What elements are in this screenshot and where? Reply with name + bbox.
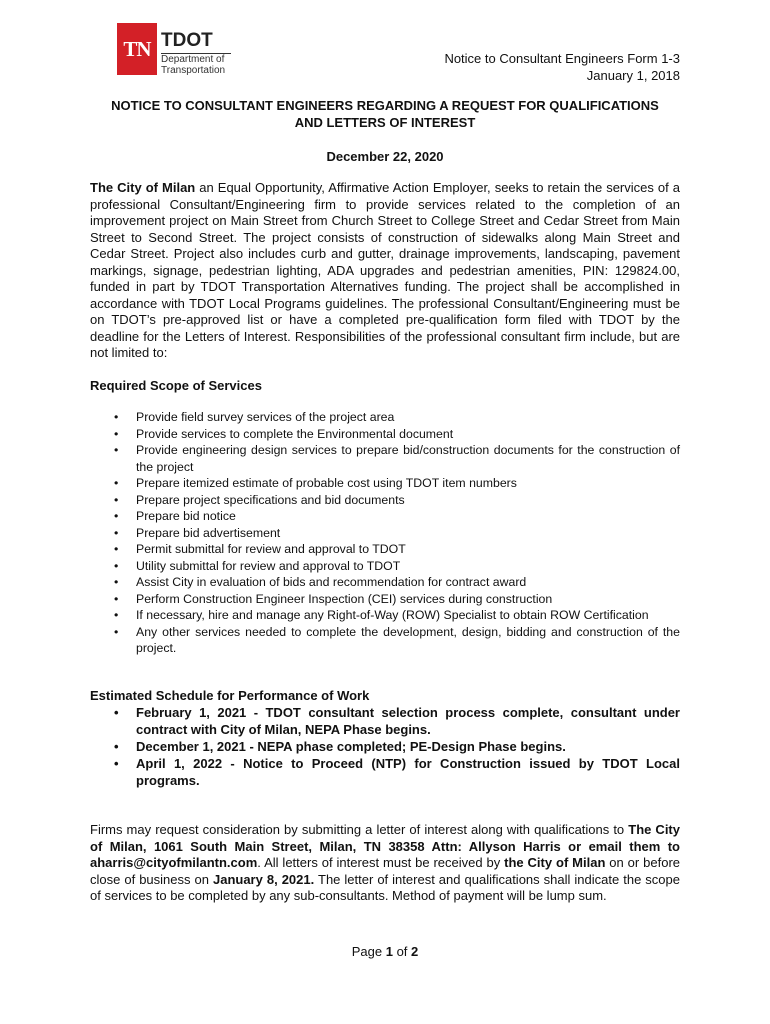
- logo-subtitle-line1: Department of: [161, 54, 225, 65]
- bullet-icon: •: [114, 705, 119, 720]
- form-identifier: [444, 50, 680, 84]
- closing-part1: Firms may request consideration by submitting a letter of interest along with qualifications to: [90, 822, 629, 837]
- page-label: Page: [351, 944, 386, 959]
- bullet-icon: •: [114, 476, 119, 490]
- scope-item-text: If necessary, hire and manage any Right-of-Way (ROW) Specialist to obtain ROW Certification: [136, 608, 649, 622]
- scope-item-text: Any other services needed to complete the development, design, bidding and construction of the project.: [136, 624, 680, 655]
- schedule-item: [90, 738, 680, 755]
- form-name: Notice to Consultant Engineers Form 1-3: [444, 51, 680, 66]
- form-date: January 1, 2018: [586, 68, 680, 83]
- closing-deadline: January 8, 2021.: [212, 871, 315, 887]
- schedule-item: [90, 704, 680, 738]
- bullet-icon: •: [114, 492, 119, 507]
- bullet-icon: •: [114, 443, 119, 457]
- scope-item: [90, 591, 680, 608]
- schedule-heading: Estimated Schedule for Performance of Work: [90, 688, 370, 703]
- scope-item: [90, 574, 680, 591]
- bullet-icon: •: [114, 575, 119, 589]
- scope-item: [90, 541, 680, 558]
- scope-item: [90, 525, 680, 542]
- bullet-icon: •: [114, 509, 119, 523]
- closing-part3: . All letters of interest must be received by: [257, 855, 505, 870]
- closing-paragraph: [90, 822, 680, 905]
- bullet-icon: •: [114, 426, 119, 441]
- document-date: December 22, 2020: [326, 149, 444, 164]
- intro-body: an Equal Opportunity, Affirmative Action Employer, seeks to retain the services of a professional Consultant/Engineering firm to provide services related to the completion of an improvement project on Main Street from Church Street to College Street and Cedar Street from Main Street to Second Street. The project consists of construction of sidewalks along Main Street and Cedar Street. Project also includes curb and gutter, drainage improvements, landscaping, pavement markings, signage, pedestrian lighting, ADA upgrades and pedestrian amenities, PIN: 129824.00, funded in part by TDOT Transportation Alternatives funding. The project shall be accomplished in accordance with TDOT Local Programs guidelines. The professional Consultant/Engineering must be on TDOT’s pre-approved list or have a completed pre-qualification form filed with TDOT by the deadline for the Letters of Interest. Responsibilities of the professional consultant firm include, but are not limited to:: [90, 180, 681, 360]
- bullet-icon: •: [114, 739, 119, 754]
- document-title-line2: AND LETTERS OF INTEREST: [294, 115, 476, 130]
- page-total: 2: [411, 944, 419, 959]
- scope-item-text: Provide engineering design services to prepare bid/construction documents for the construction of the project: [136, 443, 680, 474]
- scope-item-text: Prepare project specifications and bid documents: [136, 492, 405, 507]
- logo-subtitle-line2: Transportation: [161, 65, 226, 76]
- scope-item: [90, 442, 680, 475]
- scope-item: [90, 508, 680, 525]
- bullet-icon: •: [114, 558, 119, 573]
- page-footer: [90, 944, 680, 959]
- schedule-item: [90, 755, 680, 789]
- scope-heading: Required Scope of Services: [90, 378, 262, 393]
- schedule-item-text: February 1, 2021 - TDOT consultant selection process complete, consultant under contract with City of Milan, NEPA Phase begins.: [136, 705, 680, 737]
- scope-item: [90, 558, 680, 575]
- schedule-item-text: December 1, 2021 - NEPA phase completed; PE-Design Phase begins.: [136, 739, 566, 754]
- scope-item-text: Prepare bid notice: [136, 509, 236, 523]
- closing-part7: The letter of interest and qualifications shall indicate the scope of services to be completed by any sub-consultants. Method of payment will be lump sum.: [90, 871, 680, 903]
- closing-address: The City of Milan, 1061 South Main Street, Milan, TN 38358 Attn: Allyson Harris or email them to aharris@cityofmilantn.com: [90, 822, 680, 870]
- bullet-icon: •: [114, 591, 119, 606]
- scope-item: [90, 492, 680, 509]
- scope-list: [90, 409, 680, 657]
- scope-item: [90, 475, 680, 492]
- scope-item-text: Provide field survey services of the project area: [136, 410, 395, 424]
- scope-item: [90, 426, 680, 443]
- bullet-icon: •: [114, 410, 119, 424]
- tdot-logo: [117, 23, 231, 75]
- page-current: 1: [385, 944, 393, 959]
- document-title-line1: NOTICE TO CONSULTANT ENGINEERS REGARDING A REQUEST FOR QUALIFICATIONS: [111, 98, 659, 113]
- bullet-icon: •: [114, 624, 119, 639]
- bullet-icon: •: [114, 608, 119, 622]
- scope-item-text: Perform Construction Engineer Inspection (CEI) services during construction: [136, 591, 553, 606]
- logo-wordmark: [161, 23, 231, 76]
- intro-paragraph: [90, 180, 680, 362]
- scope-item: [90, 607, 680, 624]
- document-title: [90, 97, 680, 131]
- closing-city: the City of Milan: [504, 855, 606, 870]
- scope-item: [90, 624, 680, 657]
- scope-item-text: Utility submittal for review and approval to TDOT: [136, 558, 401, 573]
- scope-item-text: Assist City in evaluation of bids and recommendation for contract award: [136, 575, 527, 589]
- scope-item-text: Permit submittal for review and approval to TDOT: [136, 542, 406, 556]
- scope-item-text: Prepare itemized estimate of probable cost using TDOT item numbers: [136, 476, 517, 490]
- scope-item-text: Provide services to complete the Environmental document: [136, 426, 454, 441]
- page-of: of: [392, 944, 412, 959]
- logo-title: TDOT: [161, 30, 213, 51]
- schedule-item-text: April 1, 2022 - Notice to Proceed (NTP) for Construction issued by TDOT Local programs.: [136, 756, 680, 788]
- schedule-list: [90, 704, 680, 789]
- bullet-icon: •: [114, 756, 119, 771]
- scope-item-text: Prepare bid advertisement: [136, 525, 281, 540]
- bullet-icon: •: [114, 542, 119, 556]
- intro-lead: The City of Milan: [90, 180, 196, 195]
- tn-logo-mark: TN: [117, 23, 157, 75]
- closing-part5: on or before close of business on: [90, 855, 680, 887]
- scope-item: [90, 409, 680, 426]
- bullet-icon: •: [114, 525, 119, 540]
